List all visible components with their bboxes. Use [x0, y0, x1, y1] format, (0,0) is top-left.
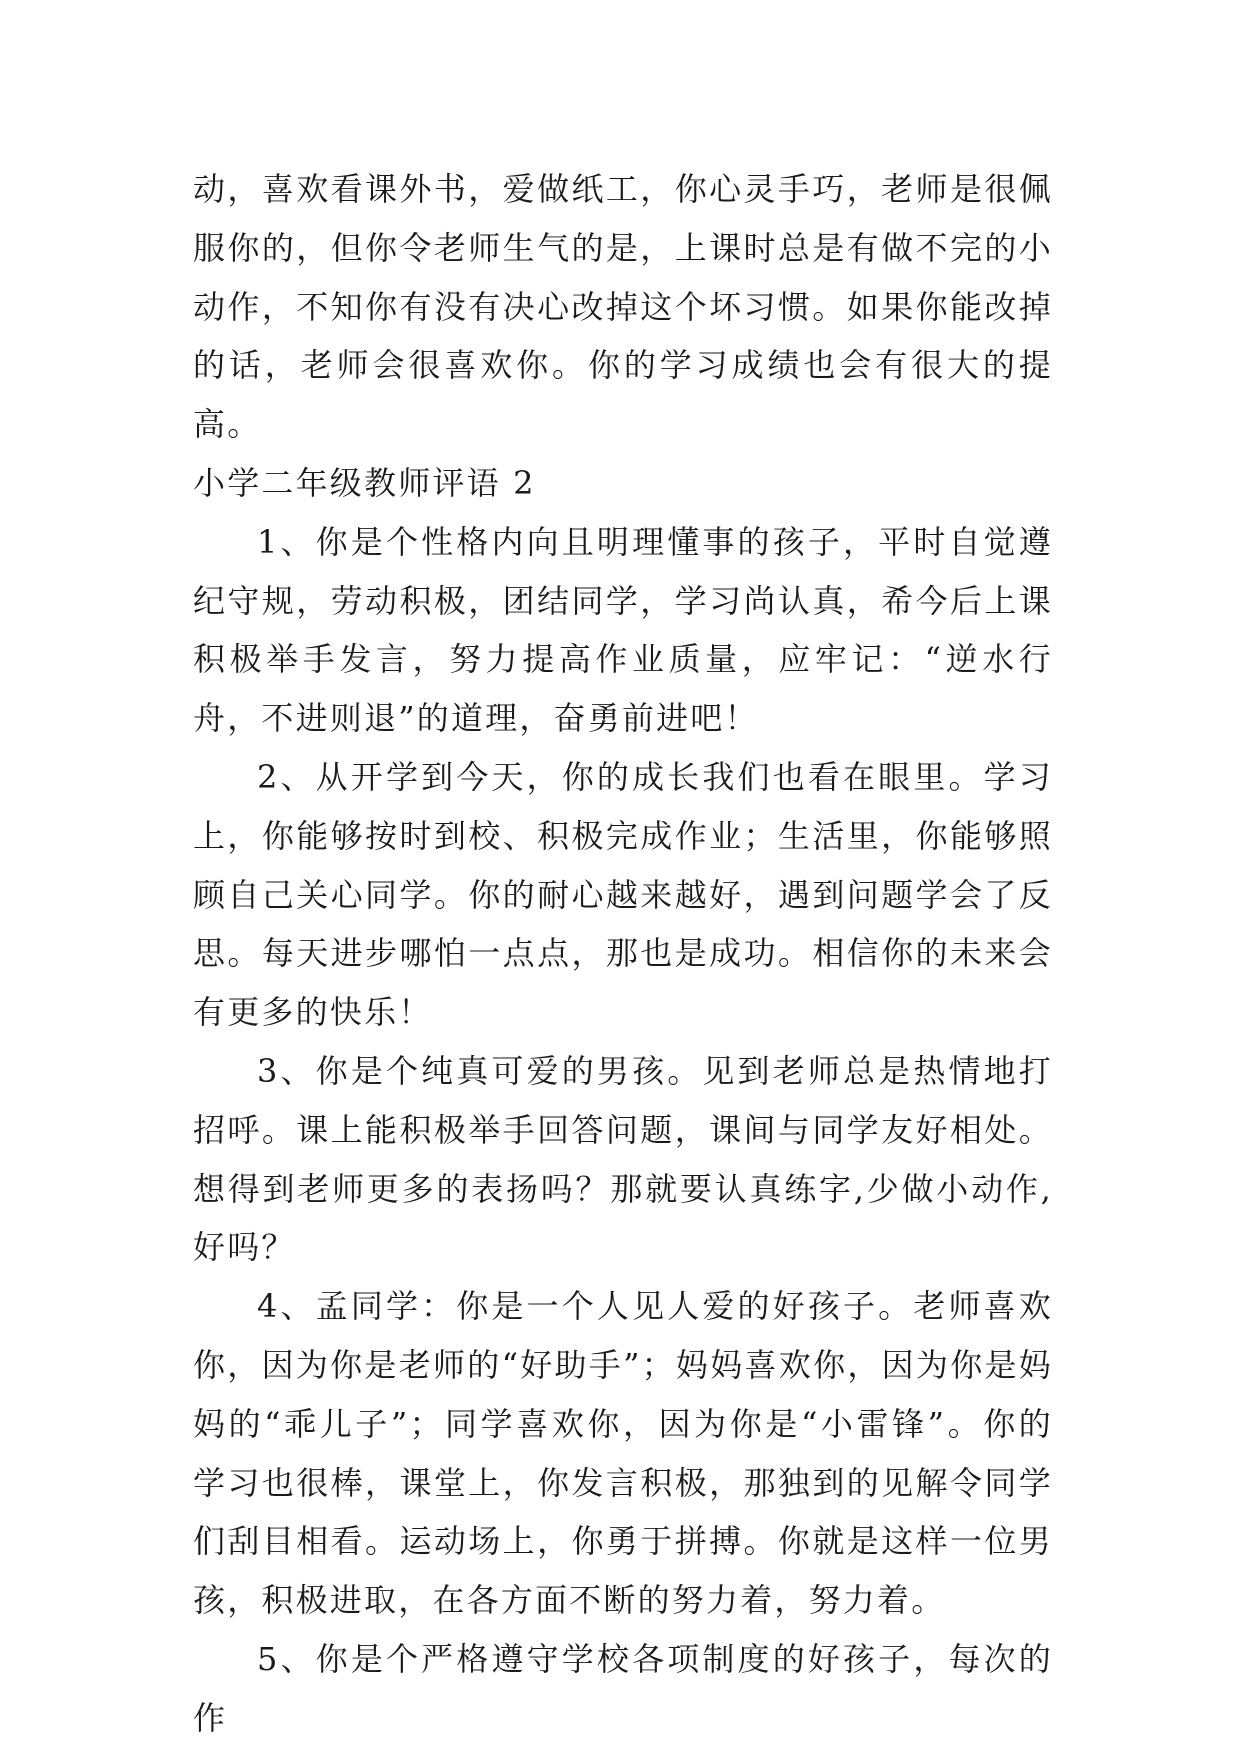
comment-item-1: 1、你是个性格内向且明理懂事的孩子，平时自觉遵纪守规，劳动积极，团结同学，学习尚认真，希今后上课积极举手发言，努力提高作业质量，应牢记：“逆水行舟，不进则退”的道理，奋勇前进吧！ — [193, 522, 1053, 738]
comment-item-4: 4、孟同学：你是一个人见人爱的好孩子。老师喜欢你，因为你是老师的“好助手”；妈妈喜欢你，因为你是妈妈的“乖儿子”；同学喜欢你，因为你是“小雷锋”。你的学习也很棒，课堂上，你发言积极，那独到的见解令同学们刮目相看。运动场上，你勇于拼搏。你就是这样一位男孩，积极进取，在各方面不断的努力着，努力着。 — [193, 1287, 1053, 1620]
intro-paragraph: 动，喜欢看课外书，爱做纸工，你心灵手巧，老师是很佩服你的，但你令老师生气的是，上课时总是有做不完的小动作，不知你有没有决心改掉这个坏习惯。如果你能改掉的话，老师会很喜欢你。你的学习成绩也会有很大的提高。 — [193, 170, 1053, 444]
document-body — [193, 160, 1053, 1748]
comment-item-2: 2、从开学到今天，你的成长我们也看在眼里。学习上，你能够按时到校、积极完成作业；生活里，你能够照顾自己关心同学。你的耐心越来越好，遇到问题学会了反思。每天进步哪怕一点点，那也是成功。相信你的未来会有更多的快乐！ — [193, 757, 1053, 1032]
comment-item-3: 3、你是个纯真可爱的男孩。见到老师总是热情地打招呼。课上能积极举手回答问题，课间与同学友好相处。想得到老师更多的表扬吗？那就要认真练字,少做小动作,好吗？ — [193, 1051, 1053, 1267]
comment-item-5: 5、你是个严格遵守学校各项制度的好孩子，每次的作 — [193, 1639, 1053, 1737]
section-title: 小学二年级教师评语 2 — [193, 463, 536, 502]
